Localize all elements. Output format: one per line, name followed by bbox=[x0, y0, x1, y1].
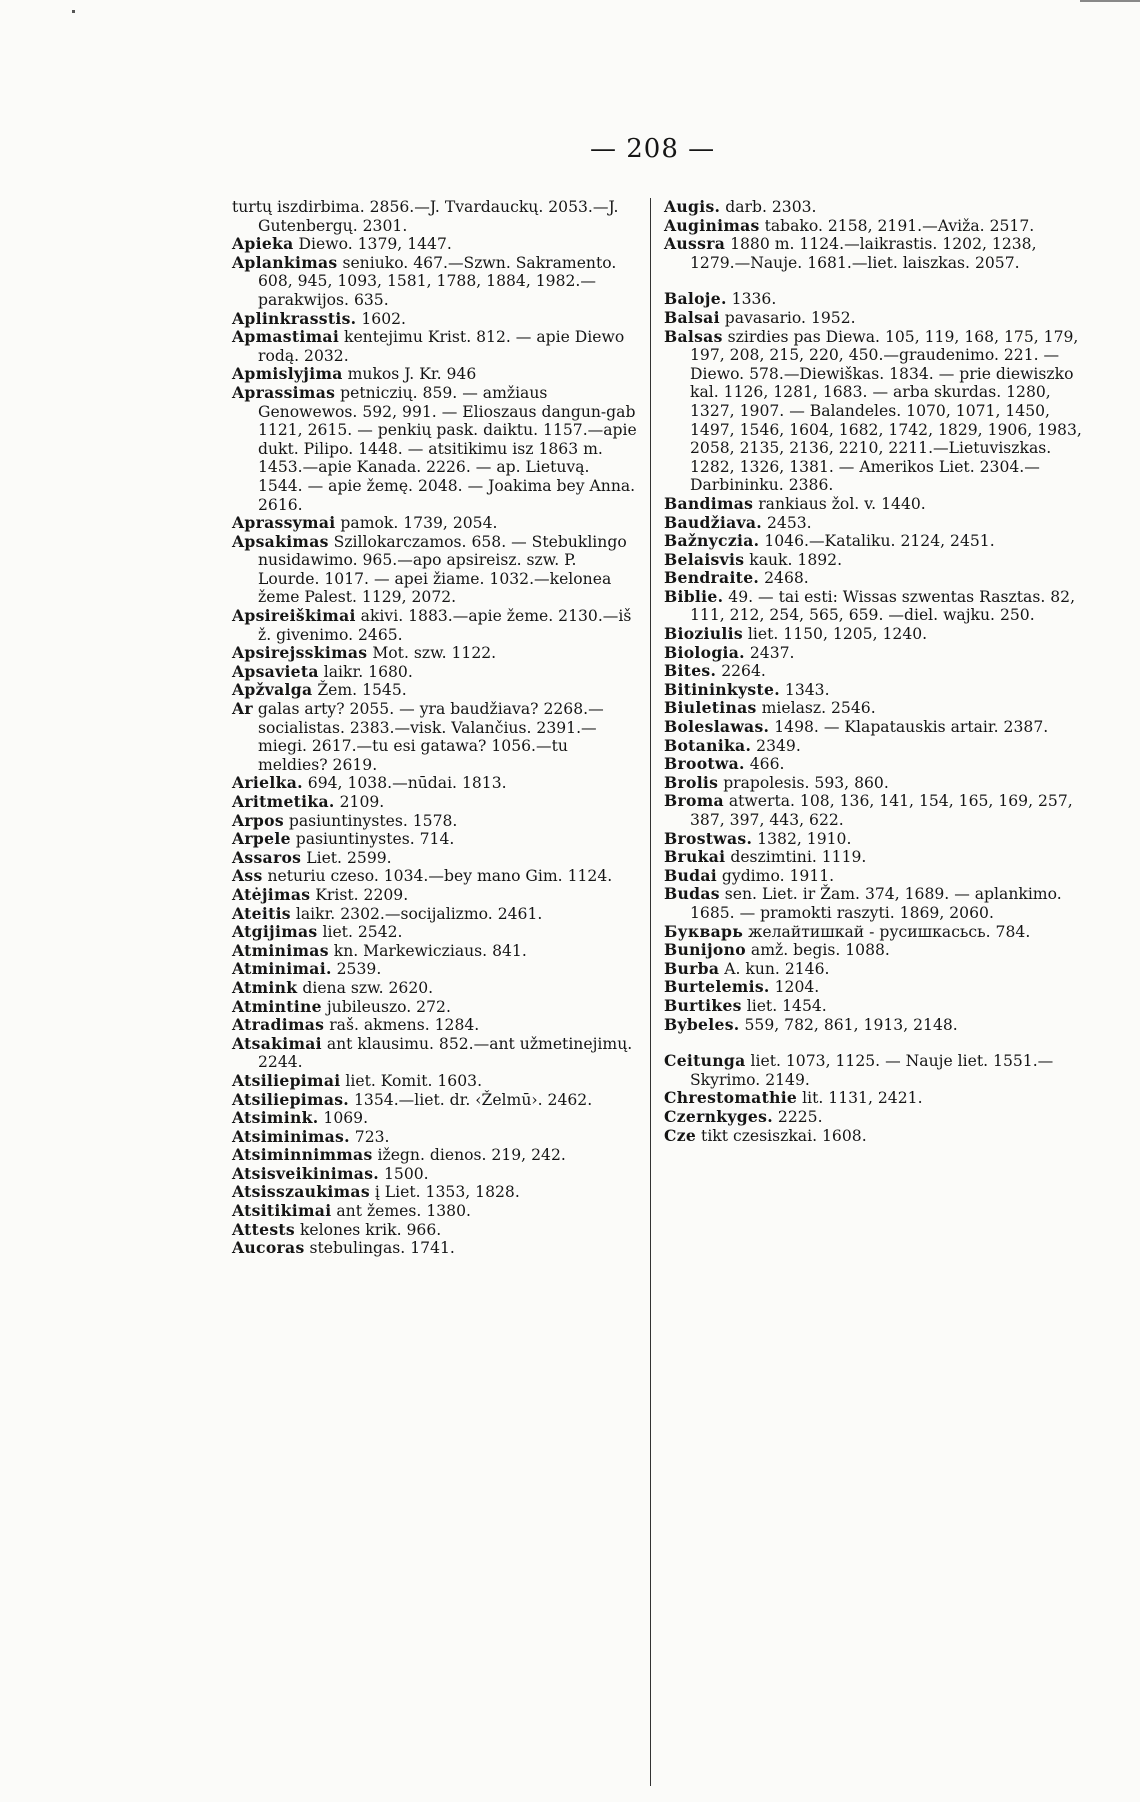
entry-references: gydimo. 1911. bbox=[716, 866, 835, 885]
entry-references: kn. Markewicziaus. 841. bbox=[328, 941, 527, 960]
entry-references: prapolesis. 593, 860. bbox=[718, 773, 889, 792]
entry-headword: Apsakimas bbox=[232, 531, 329, 551]
entry-headword: Atėjimas bbox=[232, 884, 311, 904]
index-entry bbox=[232, 960, 637, 979]
entry-references: 1500. bbox=[379, 1164, 429, 1183]
entry-references: kelones krik. 966. bbox=[295, 1220, 442, 1239]
index-entry bbox=[232, 979, 637, 998]
index-entry bbox=[664, 923, 1086, 942]
entry-headword: Burtelemis. bbox=[664, 977, 770, 997]
entry-references: 1204. bbox=[769, 978, 820, 997]
entry-headword: Aprassymai bbox=[232, 513, 336, 533]
entry-references: szirdies pas Diewa. 105, 119, 168, 175, 179, 197, 208, 215, 220, 450.—graudenimo. 221. — Diewo. 578.—Diewiškas. 1834. — prie diewiszko kal. 1126, 1281, 1683. — arba skurdas. 1280, 1327, 1907. — Balandeles. 1070, 1071, 1450, 1497, 1546, 1604, 1682, 1742, 1829, 1906, 1983, 2058, 2135, 2136, 2210, 2211.—Lietuviszkas. 1282, 1326, 1381. — Amerikos Liet. 2304.—Darbininku. 2386. bbox=[690, 327, 1082, 495]
entry-headword: Boleslawas. bbox=[664, 717, 770, 737]
entry-references: Liet. 2599. bbox=[301, 848, 392, 867]
index-entry bbox=[664, 1127, 1086, 1146]
entry-references: liet. 1150, 1205, 1240. bbox=[742, 625, 928, 644]
index-entry bbox=[232, 923, 637, 942]
index-entry bbox=[664, 830, 1086, 849]
index-entry bbox=[664, 774, 1086, 793]
entry-references: amž. begis. 1088. bbox=[745, 941, 890, 960]
index-entry bbox=[232, 607, 637, 644]
entry-references: mielasz. 2546. bbox=[756, 699, 876, 718]
index-entry bbox=[664, 960, 1086, 979]
index-entry bbox=[664, 588, 1086, 625]
entry-headword: Burtikes bbox=[664, 995, 742, 1015]
entry-references: 2349. bbox=[751, 736, 801, 755]
index-entry bbox=[232, 365, 637, 384]
index-entry bbox=[664, 941, 1086, 960]
entry-references: ant klausimu. 852.—ant užmetinejimų. 2244. bbox=[258, 1034, 633, 1072]
entry-headword: Apieka bbox=[232, 234, 294, 254]
index-entry bbox=[232, 830, 637, 849]
entry-references: pasiuntinystes. 714. bbox=[290, 830, 455, 849]
entry-references: 1498. — Klapatauskis artair. 2387. bbox=[769, 718, 1049, 737]
entry-headword: Bitininkyste. bbox=[664, 679, 780, 699]
entry-headword: Biuletinas bbox=[664, 698, 757, 718]
index-entry bbox=[664, 290, 1086, 309]
index-entry bbox=[664, 551, 1086, 570]
index-entry bbox=[232, 886, 637, 905]
entry-references: raš. akmens. 1284. bbox=[324, 1016, 480, 1035]
entry-references: 2539. bbox=[331, 960, 382, 979]
index-entry bbox=[664, 235, 1086, 272]
index-entry bbox=[232, 198, 637, 235]
entry-headword: Chrestomathie bbox=[664, 1088, 798, 1108]
entry-references: laikr. 1680. bbox=[318, 662, 413, 681]
index-entry bbox=[664, 737, 1086, 756]
entry-references: Szillokarczamos. 658. — Stebuklingo nusidawimo. 965.—apo apsireisz. szw. P. Lourde. 1017. — apei žiame. 1032.—kelonea žeme Palest. 1129, 2072. bbox=[258, 532, 627, 607]
index-entry bbox=[232, 1239, 637, 1258]
entry-headword: Brostwas. bbox=[664, 828, 753, 848]
index-entry bbox=[232, 867, 637, 886]
entry-references: rankiaus žol. v. 1440. bbox=[753, 494, 926, 513]
entry-headword: Attests bbox=[232, 1219, 296, 1239]
entry-headword: Baloje. bbox=[664, 289, 727, 309]
index-entry bbox=[232, 774, 637, 793]
entry-references: 1880 m. 1124.—laikrastis. 1202, 1238, 1279.—Nauje. 1681.—liet. laiszkas. 2057. bbox=[690, 235, 1037, 272]
index-entry bbox=[664, 867, 1086, 886]
entry-headword: Atsisveikinimas. bbox=[232, 1163, 380, 1183]
entry-headword: Apsirejsskimas bbox=[232, 643, 368, 663]
entry-references: 2109. bbox=[334, 793, 385, 811]
index-entry bbox=[232, 1109, 637, 1128]
entry-headword: Aritmetika. bbox=[232, 792, 335, 811]
index-entry bbox=[664, 569, 1086, 588]
entry-references: laikr. 2302.—socijalizmo. 2461. bbox=[290, 904, 543, 923]
index-entry bbox=[232, 905, 637, 924]
entry-references: 723. bbox=[349, 1127, 390, 1146]
entry-headword: Auginimas bbox=[664, 215, 760, 235]
entry-references: A. kun. 2146. bbox=[719, 959, 830, 978]
entry-headword: Atmink bbox=[232, 977, 298, 997]
entry-references: 2468. bbox=[759, 569, 809, 588]
entry-references: 1046.—Kataliku. 2124, 2451. bbox=[759, 532, 995, 551]
index-entry bbox=[664, 1089, 1086, 1108]
entry-references: 1354.—liet. dr. ‹Želmū›. 2462. bbox=[349, 1090, 593, 1109]
entry-references: stebulingas. 1741. bbox=[304, 1239, 455, 1258]
entry-headword: Atmintine bbox=[232, 996, 322, 1016]
entry-headword: Belaisvis bbox=[664, 549, 745, 569]
entry-references: liet. Komit. 1603. bbox=[340, 1071, 483, 1090]
index-entry bbox=[232, 812, 637, 831]
index-entry bbox=[664, 644, 1086, 663]
index-entry bbox=[232, 1221, 637, 1240]
entry-headword: Arpele bbox=[232, 829, 291, 849]
entry-references: liet. 2542. bbox=[317, 923, 403, 942]
entry-headword: Atsiliepimai bbox=[232, 1070, 341, 1090]
index-entry bbox=[664, 625, 1086, 644]
entry-references: Žem. 1545. bbox=[312, 681, 407, 700]
index-entry bbox=[232, 998, 637, 1017]
scan-speck bbox=[72, 10, 75, 13]
index-entry bbox=[664, 978, 1086, 997]
index-entry bbox=[664, 309, 1086, 328]
index-entry bbox=[232, 1091, 637, 1110]
index-entry bbox=[232, 328, 637, 365]
entry-headword: Brootwa. bbox=[664, 754, 745, 774]
entry-references: neturiu czeso. 1034.—bey mano Gim. 1124. bbox=[262, 867, 613, 886]
index-entry bbox=[232, 1183, 637, 1202]
entry-headword: Atminimas bbox=[232, 940, 329, 960]
page-number: — 208 — bbox=[590, 134, 716, 164]
index-entry bbox=[232, 254, 637, 310]
entry-references: tabako. 2158, 2191.—Aviža. 2517. bbox=[759, 216, 1035, 235]
entry-headword: Apsireiškimai bbox=[232, 606, 356, 626]
entry-references: liet. 1073, 1125. — Nauje liet. 1551.—Skyrimo. 2149. bbox=[690, 1052, 1054, 1089]
entry-headword: Broma bbox=[664, 791, 724, 811]
entry-references: Krist. 2209. bbox=[310, 885, 409, 904]
left-column bbox=[232, 198, 637, 1258]
entry-headword: Букварь bbox=[664, 921, 744, 941]
entry-references: желайтишкай - русишкасьсь. 784. bbox=[743, 922, 1031, 941]
entry-references: jubileuszo. 272. bbox=[321, 997, 451, 1016]
entry-headword: Arpos bbox=[232, 810, 284, 830]
entry-references: ant žemes. 1380. bbox=[331, 1202, 471, 1221]
entry-references: pasiuntinystes. 1578. bbox=[283, 811, 458, 830]
entry-headword: Brukai bbox=[664, 847, 726, 867]
index-entry bbox=[664, 755, 1086, 774]
entry-references: Mot. szw. 1122. bbox=[367, 644, 497, 663]
index-entry bbox=[664, 1052, 1086, 1089]
index-entry bbox=[232, 514, 637, 533]
entry-headword: Apsavieta bbox=[232, 661, 319, 681]
entry-headword: Balsas bbox=[664, 326, 723, 346]
entry-headword: Budai bbox=[664, 865, 717, 885]
index-entry bbox=[664, 699, 1086, 718]
entry-headword: Atsakimai bbox=[232, 1033, 322, 1053]
index-entry bbox=[664, 495, 1086, 514]
index-entry bbox=[664, 681, 1086, 700]
scan-edge-mark bbox=[1080, 0, 1140, 2]
entry-headword: Bioziulis bbox=[664, 624, 743, 644]
entry-headword: Ass bbox=[232, 866, 263, 886]
entry-headword: Atsiliepimas. bbox=[232, 1089, 350, 1109]
entry-references: 1382, 1910. bbox=[752, 829, 852, 848]
entry-headword: Aprassimas bbox=[232, 382, 336, 402]
index-entry bbox=[232, 1128, 637, 1147]
index-entry bbox=[232, 1016, 637, 1035]
column-divider bbox=[650, 198, 651, 1786]
entry-references: mukos J. Kr. 946 bbox=[342, 365, 477, 384]
entry-references: 2437. bbox=[744, 643, 795, 662]
entry-headword: Atradimas bbox=[232, 1015, 325, 1035]
entry-references: 2453. bbox=[762, 513, 812, 532]
entry-headword: Bites. bbox=[664, 661, 717, 681]
entry-references: 2264. bbox=[716, 662, 766, 681]
entry-headword: Bažnyczia. bbox=[664, 531, 760, 551]
index-entry bbox=[232, 1146, 637, 1165]
entry-references: atwerta. 108, 136, 141, 154, 165, 169, 257, 387, 397, 443, 622. bbox=[690, 792, 1073, 829]
index-entry bbox=[664, 514, 1086, 533]
entry-headword: Ceitunga bbox=[664, 1051, 746, 1071]
entry-references: 559, 782, 861, 1913, 2148. bbox=[739, 1015, 958, 1034]
entry-references: lit. 1131, 2421. bbox=[797, 1089, 923, 1108]
index-entry bbox=[664, 848, 1086, 867]
right-column bbox=[664, 198, 1086, 1145]
entry-headword: Bendraite. bbox=[664, 568, 760, 588]
entry-references: kentejimu Krist. 812. — apie Diewo rodą. 2032. bbox=[258, 328, 625, 365]
index-entry bbox=[664, 1108, 1086, 1127]
entry-headword: Bunijono bbox=[664, 940, 746, 960]
entry-references: 1343. bbox=[779, 680, 830, 699]
entry-references: į Liet. 1353, 1828. bbox=[369, 1183, 520, 1202]
entry-headword: Arielka. bbox=[232, 773, 303, 793]
entry-headword: Aplankimas bbox=[232, 252, 338, 272]
entry-references: akivi. 1883.—apie žeme. 2130.—iš ž. givenimo. 2465. bbox=[258, 607, 632, 644]
entry-references: Diewo. 1379, 1447. bbox=[293, 235, 452, 254]
entry-references: liet. 1454. bbox=[741, 996, 827, 1015]
entry-references: darb. 2303. bbox=[720, 198, 817, 216]
index-entry bbox=[232, 1165, 637, 1184]
index-entry bbox=[664, 328, 1086, 495]
entry-references: 466. bbox=[744, 755, 785, 774]
entry-headword: Ateitis bbox=[232, 903, 291, 923]
entry-headword: Atsiminnimmas bbox=[232, 1145, 373, 1165]
entry-references: diena szw. 2620. bbox=[297, 978, 434, 997]
entry-headword: Bandimas bbox=[664, 493, 754, 513]
entry-headword: Atsitikimai bbox=[232, 1201, 332, 1221]
entry-headword: Aplinkrasstis. bbox=[232, 308, 357, 328]
entry-references: pavasario. 1952. bbox=[719, 308, 856, 327]
entry-headword: Budas bbox=[664, 884, 720, 904]
index-entry bbox=[232, 1035, 637, 1072]
entry-references: deszimtini. 1119. bbox=[725, 848, 867, 867]
entry-headword: Aucoras bbox=[232, 1238, 305, 1258]
index-entry bbox=[232, 1202, 637, 1221]
entry-references: pamok. 1739, 2054. bbox=[335, 514, 498, 533]
entry-headword: Apmastimai bbox=[232, 327, 340, 347]
index-entry bbox=[232, 235, 637, 254]
index-entry bbox=[232, 793, 637, 812]
entry-headword: Atsiminimas. bbox=[232, 1126, 350, 1146]
entry-references: turtų iszdirbima. 2856.—J. Tvardauckų. 2053.—J. Gutenbergų. 2301. bbox=[232, 198, 619, 235]
entry-headword: Botanika. bbox=[664, 735, 752, 755]
index-entry bbox=[232, 384, 637, 514]
entry-references: ižegn. dienos. 219, 242. bbox=[372, 1146, 566, 1165]
entry-headword: Cze bbox=[664, 1125, 697, 1145]
entry-headword: Czernkyges. bbox=[664, 1106, 773, 1126]
index-entry bbox=[232, 644, 637, 663]
entry-headword: Brolis bbox=[664, 772, 719, 792]
index-entry bbox=[664, 662, 1086, 681]
index-entry bbox=[232, 1072, 637, 1091]
index-entry bbox=[232, 942, 637, 961]
index-entry bbox=[232, 533, 637, 607]
entry-headword: Apmislyjima bbox=[232, 364, 343, 384]
entry-headword: Ar bbox=[232, 699, 253, 719]
entry-headword: Aussra bbox=[664, 234, 726, 254]
index-entry bbox=[232, 663, 637, 682]
entry-references: tikt czesiszkai. 1608. bbox=[696, 1126, 867, 1145]
index-entry bbox=[232, 681, 637, 700]
entry-headword: Biblie. bbox=[664, 586, 724, 606]
entry-references: 694, 1038.—nūdai. 1813. bbox=[302, 774, 507, 793]
index-entry bbox=[232, 700, 637, 774]
entry-headword: Baudžiava. bbox=[664, 512, 763, 532]
entry-headword: Atgijimas bbox=[232, 922, 318, 942]
index-entry bbox=[664, 718, 1086, 737]
index-entry bbox=[664, 1016, 1086, 1035]
entry-references: 2225. bbox=[772, 1107, 823, 1126]
index-entry bbox=[664, 217, 1086, 236]
index-entry bbox=[664, 997, 1086, 1016]
entry-references: seniuko. 467.—Szwn. Sakramento. 608, 945, 1093, 1581, 1788, 1884, 1982.—parakwijos. 635. bbox=[258, 253, 617, 309]
entry-references: petniczių. 859. — amžiaus Genowewos. 592, 991. — Elioszaus dangun-gab 1121, 2615. — penkių pask. daiktu. 1157.—apie dukt. Pilipo. 1448. — atsitikimu isz 1863 m. 1453.—apie Kanada. 2226. — ap. Lietuvą. 1544. — apie žemę. 2048. — Joakima bey Anna. 2616. bbox=[258, 383, 637, 514]
index-entry bbox=[664, 532, 1086, 551]
index-entry bbox=[232, 310, 637, 329]
entry-references: sen. Liet. ir Žam. 374, 1689. — aplankimo. 1685. — pramokti raszyti. 1869, 2060. bbox=[690, 885, 1062, 922]
entry-headword: Atsisszaukimas bbox=[232, 1182, 370, 1202]
entry-headword: Burba bbox=[664, 958, 720, 978]
entry-headword: Biologia. bbox=[664, 642, 745, 662]
entry-references: galas arty? 2055. — yra baudžiava? 2268.—socialistas. 2383.—visk. Valančius. 2391.—miegi. 2617.—tu esi gatawa? 1056.—tu meldies? 2619. bbox=[252, 700, 604, 774]
entry-references: 49. — tai esti: Wissas szwentas Rasztas. 82, 111, 212, 254, 565, 659. —diel. wajku. 250. bbox=[690, 587, 1076, 625]
entry-headword: Atsimink. bbox=[232, 1108, 319, 1128]
entry-headword: Augis. bbox=[664, 197, 721, 216]
index-entry bbox=[664, 198, 1086, 217]
entry-references: 1069. bbox=[318, 1109, 369, 1128]
entry-references: 1602. bbox=[356, 309, 407, 328]
entry-headword: Assaros bbox=[232, 847, 302, 867]
entry-references: kauk. 1892. bbox=[744, 550, 843, 569]
entry-headword: Bybeles. bbox=[664, 1014, 740, 1034]
entry-references: 1336. bbox=[726, 290, 777, 309]
index-entry bbox=[664, 885, 1086, 922]
entry-headword: Apžvalga bbox=[232, 680, 313, 700]
entry-headword: Balsai bbox=[664, 307, 720, 327]
index-entry bbox=[232, 849, 637, 868]
entry-headword: Atminimai. bbox=[232, 959, 332, 979]
index-entry bbox=[664, 792, 1086, 829]
